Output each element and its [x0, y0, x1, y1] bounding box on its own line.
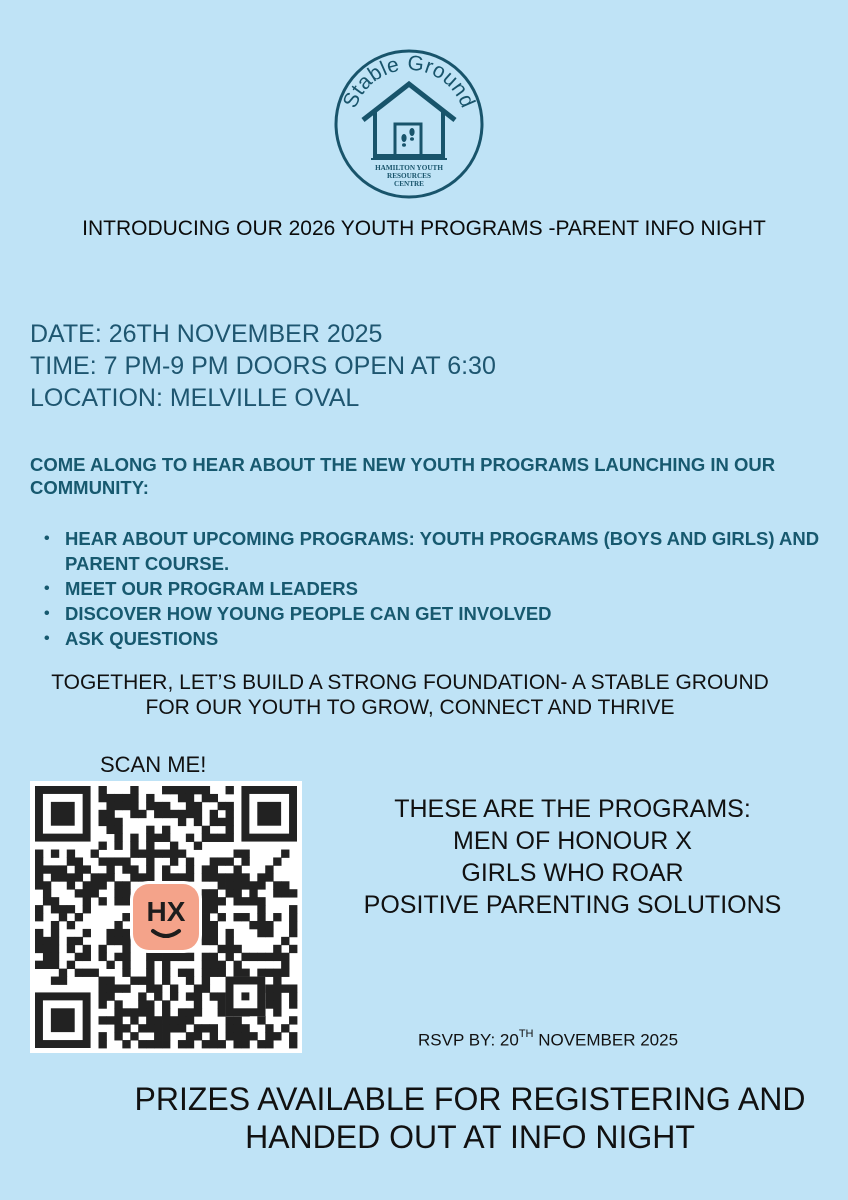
program-item: MEN OF HONOUR X: [453, 827, 692, 855]
program-item: GIRLS WHO ROAR: [461, 859, 684, 887]
rsvp-prefix: RSVP BY: 20: [418, 1030, 519, 1050]
event-date: DATE: 26TH NOVEMBER 2025: [30, 320, 383, 348]
list-item: • ASK QUESTIONS: [44, 626, 824, 651]
rsvp-superscript: TH: [518, 1028, 534, 1040]
list-item: • DISCOVER HOW YOUNG PEOPLE CAN GET INVOLVED: [44, 601, 824, 626]
program-item: POSITIVE PARENTING SOLUTIONS: [363, 891, 782, 919]
event-details: [30, 318, 790, 414]
qr-code[interactable]: [30, 781, 302, 1053]
prizes-text: PRIZES AVAILABLE FOR REGISTERING AND HANDED OUT AT INFO NIGHT: [134, 1081, 806, 1155]
logo-subtitle-line-2: RESOURCES: [387, 172, 431, 180]
rsvp-line: [418, 1024, 778, 1053]
logo-name: Stable Ground: [338, 51, 480, 112]
scan-me-label: SCAN ME!: [100, 752, 207, 777]
highlights-list: [44, 526, 824, 651]
house-with-footprints-icon: [333, 48, 485, 200]
event-time: TIME: 7 PM-9 PM DOORS OPEN AT 6:30: [30, 352, 496, 380]
stable-ground-logo: [333, 48, 485, 200]
event-location: LOCATION: MELVILLE OVAL: [30, 384, 360, 412]
logo-subtitle-line-1: HAMILTON YOUTH: [375, 164, 443, 172]
hx-logo-text: HX: [146, 896, 186, 927]
tagline: TOGETHER, LET’S BUILD A STRONG FOUNDATION- A STABLE GROUND FOR OUR YOUTH TO GROW, CONNECT AND THRIVE: [51, 671, 769, 719]
list-item: • HEAR ABOUT UPCOMING PROGRAMS: YOUTH PROGRAMS (BOYS AND GIRLS) AND PARENT COURSE.: [44, 526, 824, 576]
programs-block: [320, 793, 825, 921]
rsvp-suffix: NOVEMBER 2025: [533, 1030, 679, 1050]
intro-text: COME ALONG TO HEAR ABOUT THE NEW YOUTH PROGRAMS LAUNCHING IN OUR COMMUNITY:: [30, 454, 776, 498]
logo-subtitle-line-3: CENTRE: [394, 180, 424, 188]
list-item: • MEET OUR PROGRAM LEADERS: [44, 576, 824, 601]
qr-code-icon: [30, 781, 302, 1053]
programs-heading: THESE ARE THE PROGRAMS:: [394, 795, 751, 823]
headline: INTRODUCING OUR 2026 YOUTH PROGRAMS -PARENT INFO NIGHT: [82, 217, 766, 240]
